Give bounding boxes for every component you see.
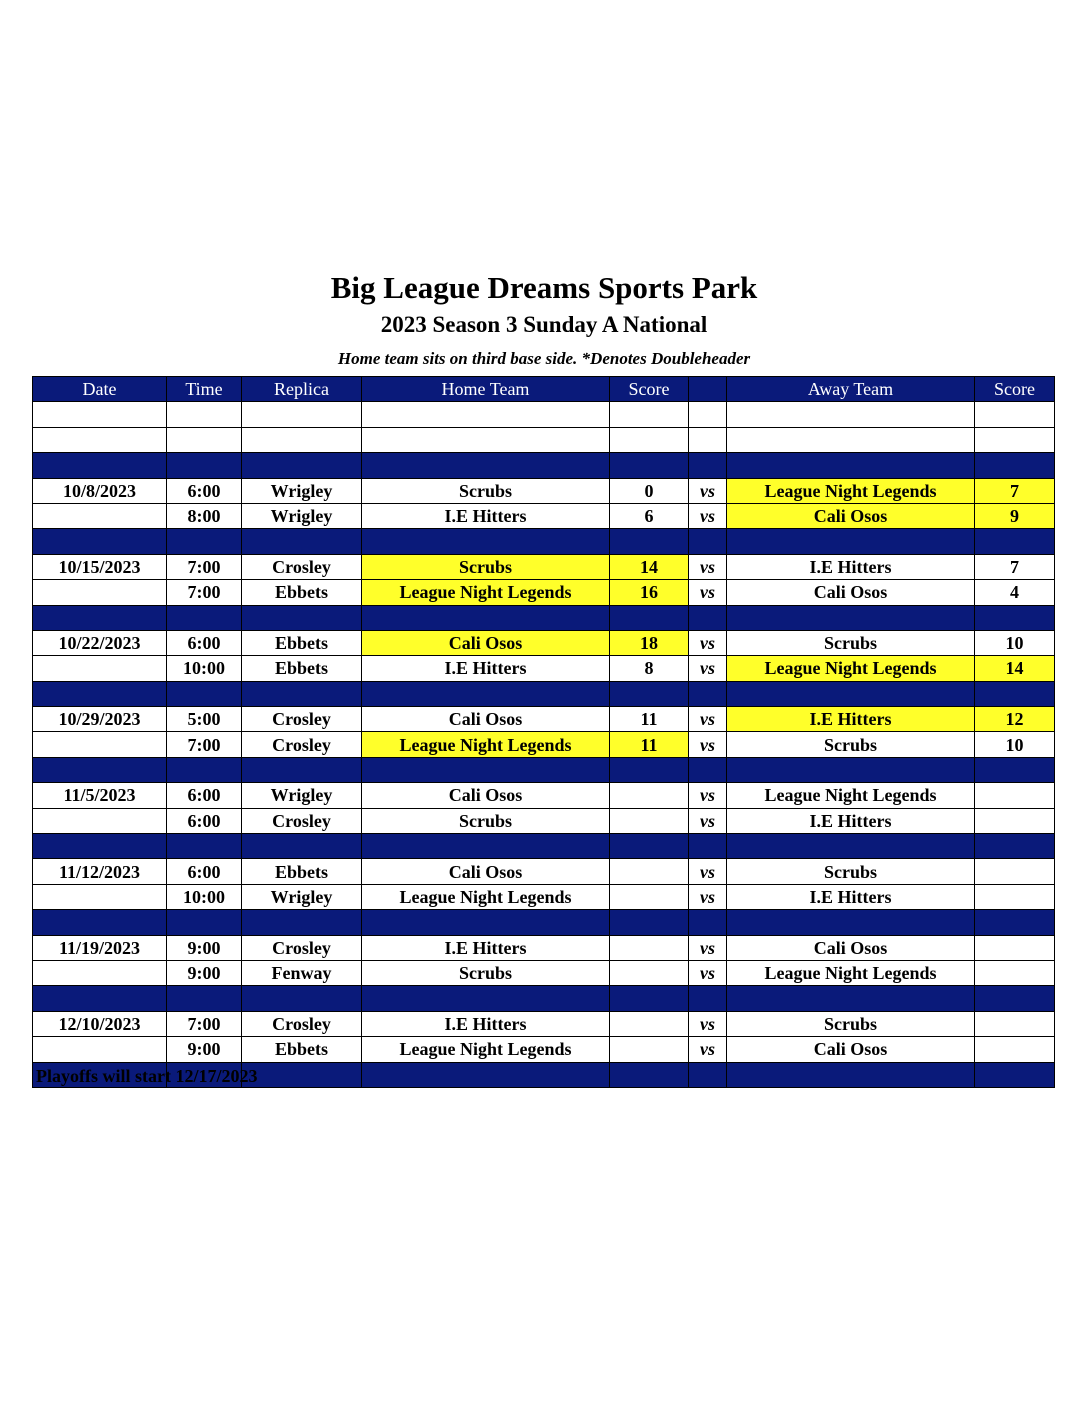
separator-cell (610, 834, 689, 859)
game-date (33, 884, 167, 909)
separator-cell (610, 529, 689, 554)
game-time: 10:00 (167, 656, 242, 681)
game-row (33, 732, 1055, 757)
home-score: 6 (610, 503, 689, 528)
game-row (33, 783, 1055, 808)
separator-cell (362, 529, 610, 554)
separator-row (33, 681, 1055, 706)
separator-cell (610, 605, 689, 630)
home-team: Cali Osos (362, 630, 610, 655)
separator-cell (33, 757, 167, 782)
game-date (33, 1037, 167, 1062)
away-team: League Night Legends (727, 960, 975, 985)
game-time: 6:00 (167, 630, 242, 655)
blank-cell (610, 427, 689, 452)
away-team: I.E Hitters (727, 707, 975, 732)
home-team: League Night Legends (362, 732, 610, 757)
vs-label: vs (689, 1011, 727, 1036)
separator-cell (167, 453, 242, 478)
separator-cell (689, 605, 727, 630)
home-score: 0 (610, 478, 689, 503)
separator-cell (362, 1062, 610, 1087)
blank-cell (33, 402, 167, 427)
game-row (33, 630, 1055, 655)
game-time: 7:00 (167, 554, 242, 579)
away-team: Cali Osos (727, 503, 975, 528)
away-score: 10 (975, 732, 1055, 757)
separator-cell (242, 910, 362, 935)
separator-cell (167, 910, 242, 935)
vs-label: vs (689, 1037, 727, 1062)
away-score: 7 (975, 554, 1055, 579)
separator-cell (975, 986, 1055, 1011)
home-team: I.E Hitters (362, 656, 610, 681)
home-score: 14 (610, 554, 689, 579)
separator-cell (727, 605, 975, 630)
home-team: I.E Hitters (362, 503, 610, 528)
separator-cell (975, 1062, 1055, 1087)
game-replica: Fenway (242, 960, 362, 985)
separator-cell (242, 757, 362, 782)
game-row (33, 1011, 1055, 1036)
game-row (33, 808, 1055, 833)
home-score (610, 808, 689, 833)
separator-cell (727, 757, 975, 782)
away-score (975, 783, 1055, 808)
blank-cell (242, 427, 362, 452)
away-score (975, 808, 1055, 833)
separator-cell (33, 453, 167, 478)
blank-cell (975, 402, 1055, 427)
separator-cell (727, 834, 975, 859)
separator-cell (727, 1062, 975, 1087)
game-time: 9:00 (167, 960, 242, 985)
game-date: 11/12/2023 (33, 859, 167, 884)
home-team: Scrubs (362, 808, 610, 833)
away-team: I.E Hitters (727, 554, 975, 579)
separator-cell (362, 757, 610, 782)
game-replica: Ebbets (242, 630, 362, 655)
blank-cell (33, 427, 167, 452)
playoffs-note: Playoffs will start 12/17/2023 (36, 1066, 258, 1086)
away-score: 12 (975, 707, 1055, 732)
blank-cell (689, 402, 727, 427)
separator-cell (975, 757, 1055, 782)
game-date (33, 580, 167, 605)
game-date: 10/15/2023 (33, 554, 167, 579)
separator-cell (33, 986, 167, 1011)
separator-row (33, 986, 1055, 1011)
separator-cell (689, 529, 727, 554)
home-score (610, 884, 689, 909)
game-row (33, 884, 1055, 909)
vs-label: vs (689, 554, 727, 579)
game-row (33, 960, 1055, 985)
game-row (33, 478, 1055, 503)
game-date: 11/19/2023 (33, 935, 167, 960)
separator-cell (610, 910, 689, 935)
col-time: Time (167, 377, 242, 402)
away-team: League Night Legends (727, 478, 975, 503)
separator-cell (727, 910, 975, 935)
separator-row (33, 834, 1055, 859)
separator-cell (975, 834, 1055, 859)
away-team: Cali Osos (727, 1037, 975, 1062)
separator-cell (167, 834, 242, 859)
home-score (610, 859, 689, 884)
game-row (33, 503, 1055, 528)
away-team: Scrubs (727, 1011, 975, 1036)
away-score (975, 1011, 1055, 1036)
separator-cell (33, 605, 167, 630)
vs-label: vs (689, 656, 727, 681)
game-date: 12/10/2023 (33, 1011, 167, 1036)
blank-cell (610, 402, 689, 427)
separator-cell (610, 453, 689, 478)
separator-cell (33, 834, 167, 859)
game-time: 7:00 (167, 580, 242, 605)
game-date (33, 960, 167, 985)
away-score: 9 (975, 503, 1055, 528)
home-score: 18 (610, 630, 689, 655)
home-score (610, 1037, 689, 1062)
away-score (975, 884, 1055, 909)
vs-label: vs (689, 580, 727, 605)
separator-cell (362, 605, 610, 630)
home-score: 16 (610, 580, 689, 605)
game-row (33, 554, 1055, 579)
separator-cell (689, 910, 727, 935)
home-team: I.E Hitters (362, 935, 610, 960)
game-replica: Wrigley (242, 884, 362, 909)
separator-cell (975, 453, 1055, 478)
blank-cell (167, 402, 242, 427)
game-replica: Ebbets (242, 1037, 362, 1062)
game-replica: Crosley (242, 808, 362, 833)
separator-cell (610, 1062, 689, 1087)
separator-cell (689, 453, 727, 478)
separator-cell (33, 681, 167, 706)
game-time: 6:00 (167, 808, 242, 833)
blank-cell (362, 427, 610, 452)
separator-cell (242, 681, 362, 706)
home-score (610, 1011, 689, 1036)
game-time: 9:00 (167, 935, 242, 960)
col-away-score: Score (975, 377, 1055, 402)
away-score (975, 935, 1055, 960)
separator-cell (610, 681, 689, 706)
home-team: Cali Osos (362, 859, 610, 884)
schedule-table (32, 376, 1055, 1088)
col-home-team: Home Team (362, 377, 610, 402)
blank-cell (727, 402, 975, 427)
blank-cell (975, 427, 1055, 452)
blank-cell (689, 427, 727, 452)
away-team: League Night Legends (727, 783, 975, 808)
blank-cell (167, 427, 242, 452)
game-date (33, 808, 167, 833)
col-replica: Replica (242, 377, 362, 402)
home-team: League Night Legends (362, 1037, 610, 1062)
vs-label: vs (689, 503, 727, 528)
away-team: Scrubs (727, 630, 975, 655)
separator-cell (689, 834, 727, 859)
vs-label: vs (689, 960, 727, 985)
separator-cell (689, 681, 727, 706)
vs-label: vs (689, 808, 727, 833)
away-score (975, 1037, 1055, 1062)
game-replica: Wrigley (242, 478, 362, 503)
home-team: Scrubs (362, 554, 610, 579)
separator-row (33, 529, 1055, 554)
vs-label: vs (689, 732, 727, 757)
game-replica: Crosley (242, 1011, 362, 1036)
away-score: 10 (975, 630, 1055, 655)
game-time: 6:00 (167, 859, 242, 884)
col-away-team: Away Team (727, 377, 975, 402)
game-time: 10:00 (167, 884, 242, 909)
schedule-body (33, 402, 1055, 1088)
separator-cell (727, 453, 975, 478)
game-replica: Crosley (242, 935, 362, 960)
away-score: 14 (975, 656, 1055, 681)
blank-cell (242, 402, 362, 427)
separator-cell (167, 757, 242, 782)
separator-row (33, 605, 1055, 630)
game-row (33, 580, 1055, 605)
separator-cell (975, 910, 1055, 935)
separator-cell (33, 910, 167, 935)
separator-cell (167, 529, 242, 554)
home-team: Scrubs (362, 478, 610, 503)
game-time: 6:00 (167, 478, 242, 503)
separator-cell (242, 1062, 362, 1087)
blank-cell (362, 402, 610, 427)
away-score: 7 (975, 478, 1055, 503)
separator-row (33, 910, 1055, 935)
separator-cell (689, 757, 727, 782)
home-team: Scrubs (362, 960, 610, 985)
vs-label: vs (689, 859, 727, 884)
game-replica: Ebbets (242, 656, 362, 681)
away-score (975, 960, 1055, 985)
home-score (610, 783, 689, 808)
separator-cell (242, 529, 362, 554)
vs-label: vs (689, 783, 727, 808)
away-team: Scrubs (727, 859, 975, 884)
game-time: 9:00 (167, 1037, 242, 1062)
separator-cell (727, 529, 975, 554)
away-team: Cali Osos (727, 935, 975, 960)
game-time: 5:00 (167, 707, 242, 732)
home-score: 8 (610, 656, 689, 681)
col-date: Date (33, 377, 167, 402)
game-row (33, 859, 1055, 884)
blank-row (33, 427, 1055, 452)
away-team: League Night Legends (727, 656, 975, 681)
vs-label: vs (689, 707, 727, 732)
home-team: I.E Hitters (362, 1011, 610, 1036)
separator-cell (362, 834, 610, 859)
separator-cell (242, 605, 362, 630)
separator-cell (242, 453, 362, 478)
page-title: Big League Dreams Sports Park (330, 270, 758, 305)
game-date (33, 503, 167, 528)
col-vs (689, 377, 727, 402)
header-row (33, 377, 1055, 402)
game-date: 10/22/2023 (33, 630, 167, 655)
game-replica: Crosley (242, 707, 362, 732)
home-score (610, 960, 689, 985)
separator-cell (242, 834, 362, 859)
game-date (33, 732, 167, 757)
away-score: 4 (975, 580, 1055, 605)
separator-cell (975, 605, 1055, 630)
game-row (33, 707, 1055, 732)
game-replica: Ebbets (242, 859, 362, 884)
separator-cell (689, 1062, 727, 1087)
separator-cell (167, 681, 242, 706)
season-subtitle: 2023 Season 3 Sunday A National (380, 312, 708, 337)
home-score (610, 935, 689, 960)
away-team: Scrubs (727, 732, 975, 757)
away-team: I.E Hitters (727, 884, 975, 909)
game-replica: Crosley (242, 732, 362, 757)
home-team: League Night Legends (362, 580, 610, 605)
vs-label: vs (689, 630, 727, 655)
away-score (975, 859, 1055, 884)
away-team: Cali Osos (727, 580, 975, 605)
game-time: 7:00 (167, 732, 242, 757)
separator-cell (33, 529, 167, 554)
separator-cell (689, 986, 727, 1011)
home-score: 11 (610, 732, 689, 757)
separator-cell (362, 681, 610, 706)
separator-cell (167, 986, 242, 1011)
separator-row (33, 757, 1055, 782)
home-team-note: Home team sits on third base side. *Denotes Doubleheader (337, 349, 751, 368)
game-row (33, 1037, 1055, 1062)
vs-label: vs (689, 884, 727, 909)
separator-cell (362, 986, 610, 1011)
separator-row (33, 453, 1055, 478)
game-time: 7:00 (167, 1011, 242, 1036)
game-row (33, 656, 1055, 681)
col-home-score: Score (610, 377, 689, 402)
separator-cell (610, 757, 689, 782)
vs-label: vs (689, 478, 727, 503)
game-time: 6:00 (167, 783, 242, 808)
separator-cell (727, 681, 975, 706)
game-date: 10/8/2023 (33, 478, 167, 503)
game-replica: Wrigley (242, 503, 362, 528)
separator-cell (362, 910, 610, 935)
blank-row (33, 402, 1055, 427)
separator-cell (242, 986, 362, 1011)
game-date (33, 656, 167, 681)
game-replica: Wrigley (242, 783, 362, 808)
game-time: 8:00 (167, 503, 242, 528)
separator-cell (362, 453, 610, 478)
home-team: Cali Osos (362, 707, 610, 732)
away-team: I.E Hitters (727, 808, 975, 833)
vs-label: vs (689, 935, 727, 960)
game-replica: Crosley (242, 554, 362, 579)
game-date: 10/29/2023 (33, 707, 167, 732)
game-date: 11/5/2023 (33, 783, 167, 808)
separator-cell (975, 529, 1055, 554)
home-team: Cali Osos (362, 783, 610, 808)
home-score: 11 (610, 707, 689, 732)
home-team: League Night Legends (362, 884, 610, 909)
separator-cell (167, 605, 242, 630)
separator-cell (727, 986, 975, 1011)
game-replica: Ebbets (242, 580, 362, 605)
separator-cell (975, 681, 1055, 706)
blank-cell (727, 427, 975, 452)
game-row (33, 935, 1055, 960)
separator-cell (610, 986, 689, 1011)
